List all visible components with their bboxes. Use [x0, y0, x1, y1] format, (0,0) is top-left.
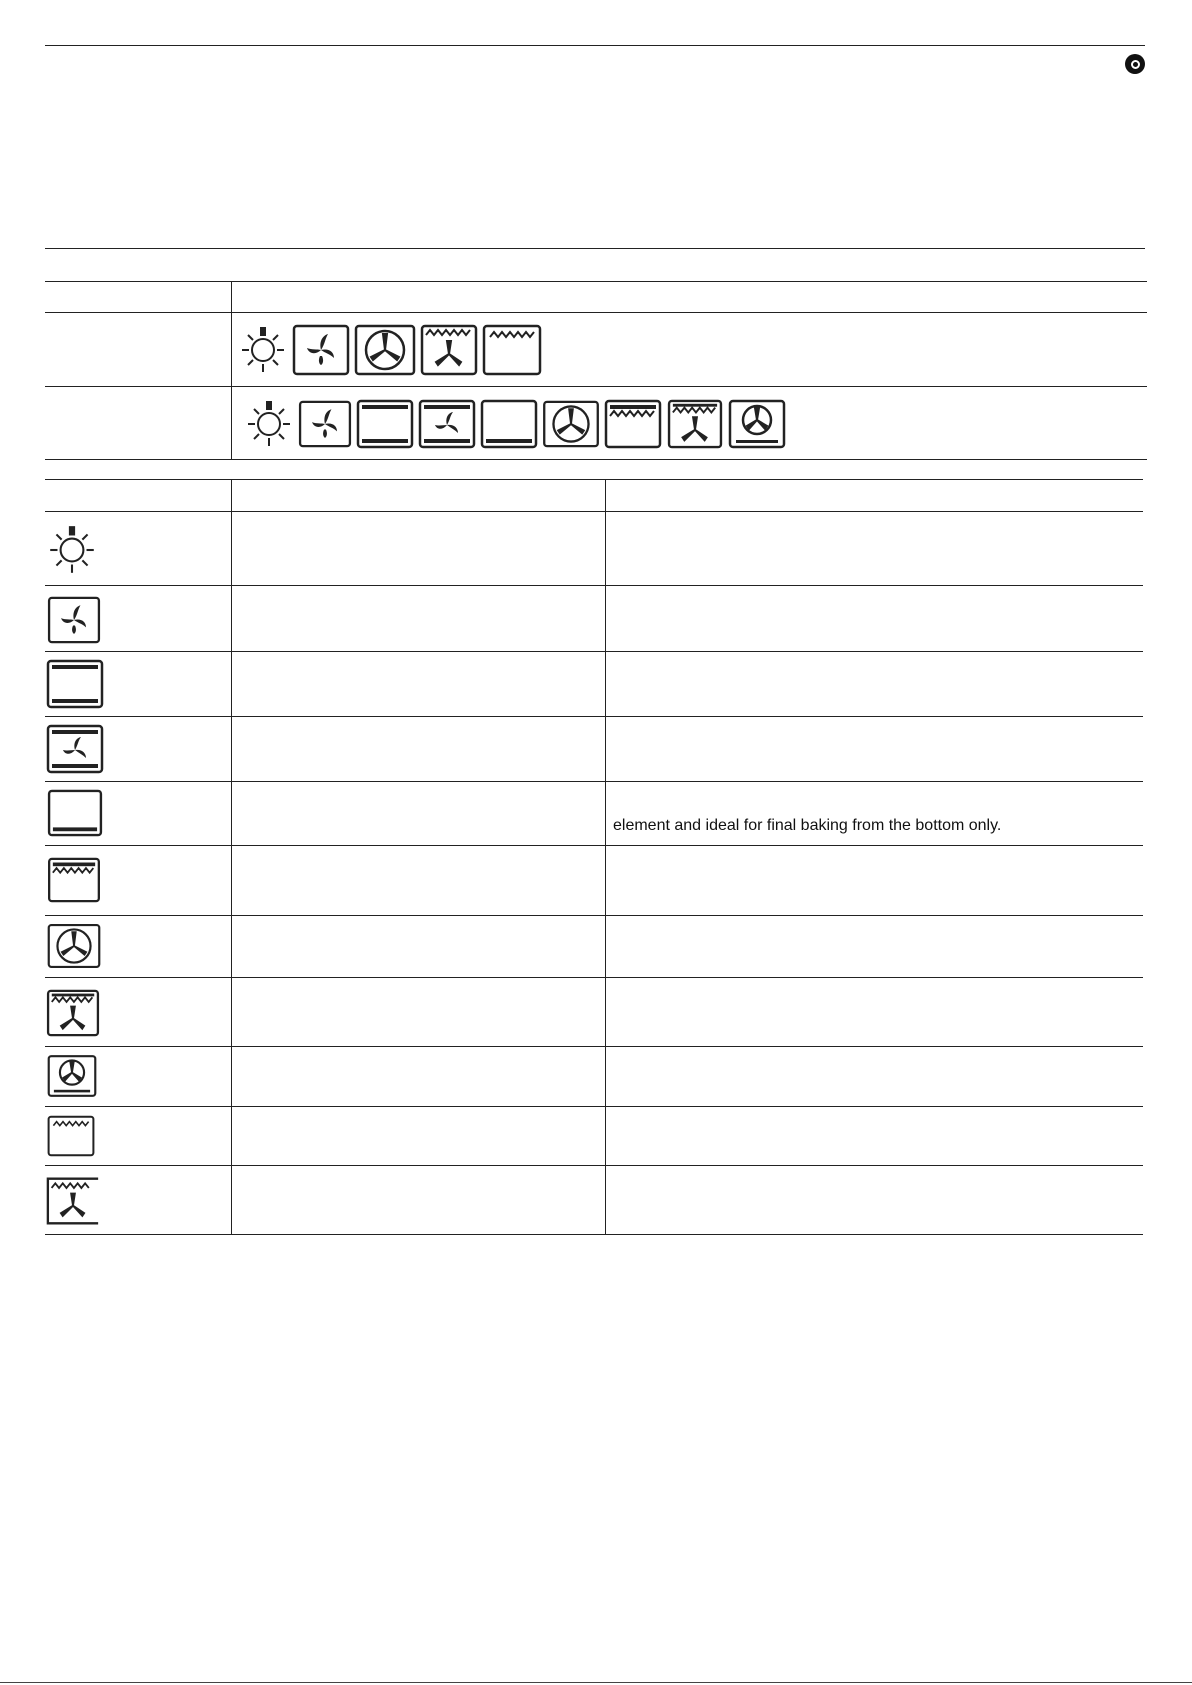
function-table-rule — [45, 651, 1143, 652]
function-description: element and ideal for final baking from the bottom only. — [613, 817, 1002, 834]
function-table-column-rule — [605, 479, 606, 1234]
fan-conventional-icon — [418, 399, 476, 449]
grill-fan-open-icon — [46, 1176, 100, 1226]
bottom-heat-icon — [480, 399, 538, 449]
function-table-rule — [45, 716, 1143, 717]
fan-oven-icon — [542, 400, 600, 448]
top-heat-grill-icon — [47, 857, 101, 903]
fan-conventional-icon — [46, 724, 104, 774]
grill-icon — [482, 324, 542, 376]
summary-table-rule — [45, 386, 1147, 387]
bottom-heat-icon — [46, 789, 104, 837]
function-table-rule — [45, 1165, 1143, 1166]
function-table-rule — [45, 1234, 1143, 1235]
top-heat-grill-icon — [604, 399, 662, 449]
function-table-rule — [45, 511, 1143, 512]
function-table-rule — [45, 915, 1143, 916]
top-rule — [45, 45, 1145, 46]
fan-grill-icon — [666, 399, 724, 449]
fan-oven-icon — [47, 923, 101, 969]
grill-icon — [47, 1114, 95, 1158]
function-table-column-rule — [231, 479, 232, 1234]
defrost-icon — [298, 400, 352, 448]
conventional-icon — [356, 399, 414, 449]
lamp-icon — [46, 522, 98, 578]
summary-table-rule — [45, 312, 1147, 313]
summary-row-icons — [244, 396, 790, 452]
info-icon — [1125, 54, 1145, 74]
summary-table-column-rule — [231, 281, 232, 459]
fan-bottom-icon — [47, 1053, 97, 1099]
defrost-icon — [292, 324, 350, 376]
summary-table-rule — [45, 459, 1147, 460]
function-table-rule — [45, 585, 1143, 586]
function-table-rule — [45, 781, 1143, 782]
function-table-rule — [45, 1046, 1143, 1047]
function-table-rule — [45, 479, 1143, 480]
function-table-rule — [45, 1106, 1143, 1107]
section-rule — [45, 248, 1145, 249]
function-table-rule — [45, 845, 1143, 846]
function-table-rule — [45, 977, 1143, 978]
lamp-icon — [238, 323, 288, 377]
lamp-icon — [244, 396, 294, 452]
fan-oven-icon — [354, 324, 416, 376]
fan-grill-icon — [420, 324, 478, 376]
summary-row-icons — [238, 323, 546, 377]
bottom-rule — [0, 1682, 1192, 1683]
fan-bottom-icon — [728, 399, 786, 449]
fan-grill-icon — [46, 989, 100, 1037]
conventional-icon — [46, 659, 104, 709]
summary-table-rule — [45, 281, 1147, 282]
defrost-icon — [47, 596, 101, 644]
